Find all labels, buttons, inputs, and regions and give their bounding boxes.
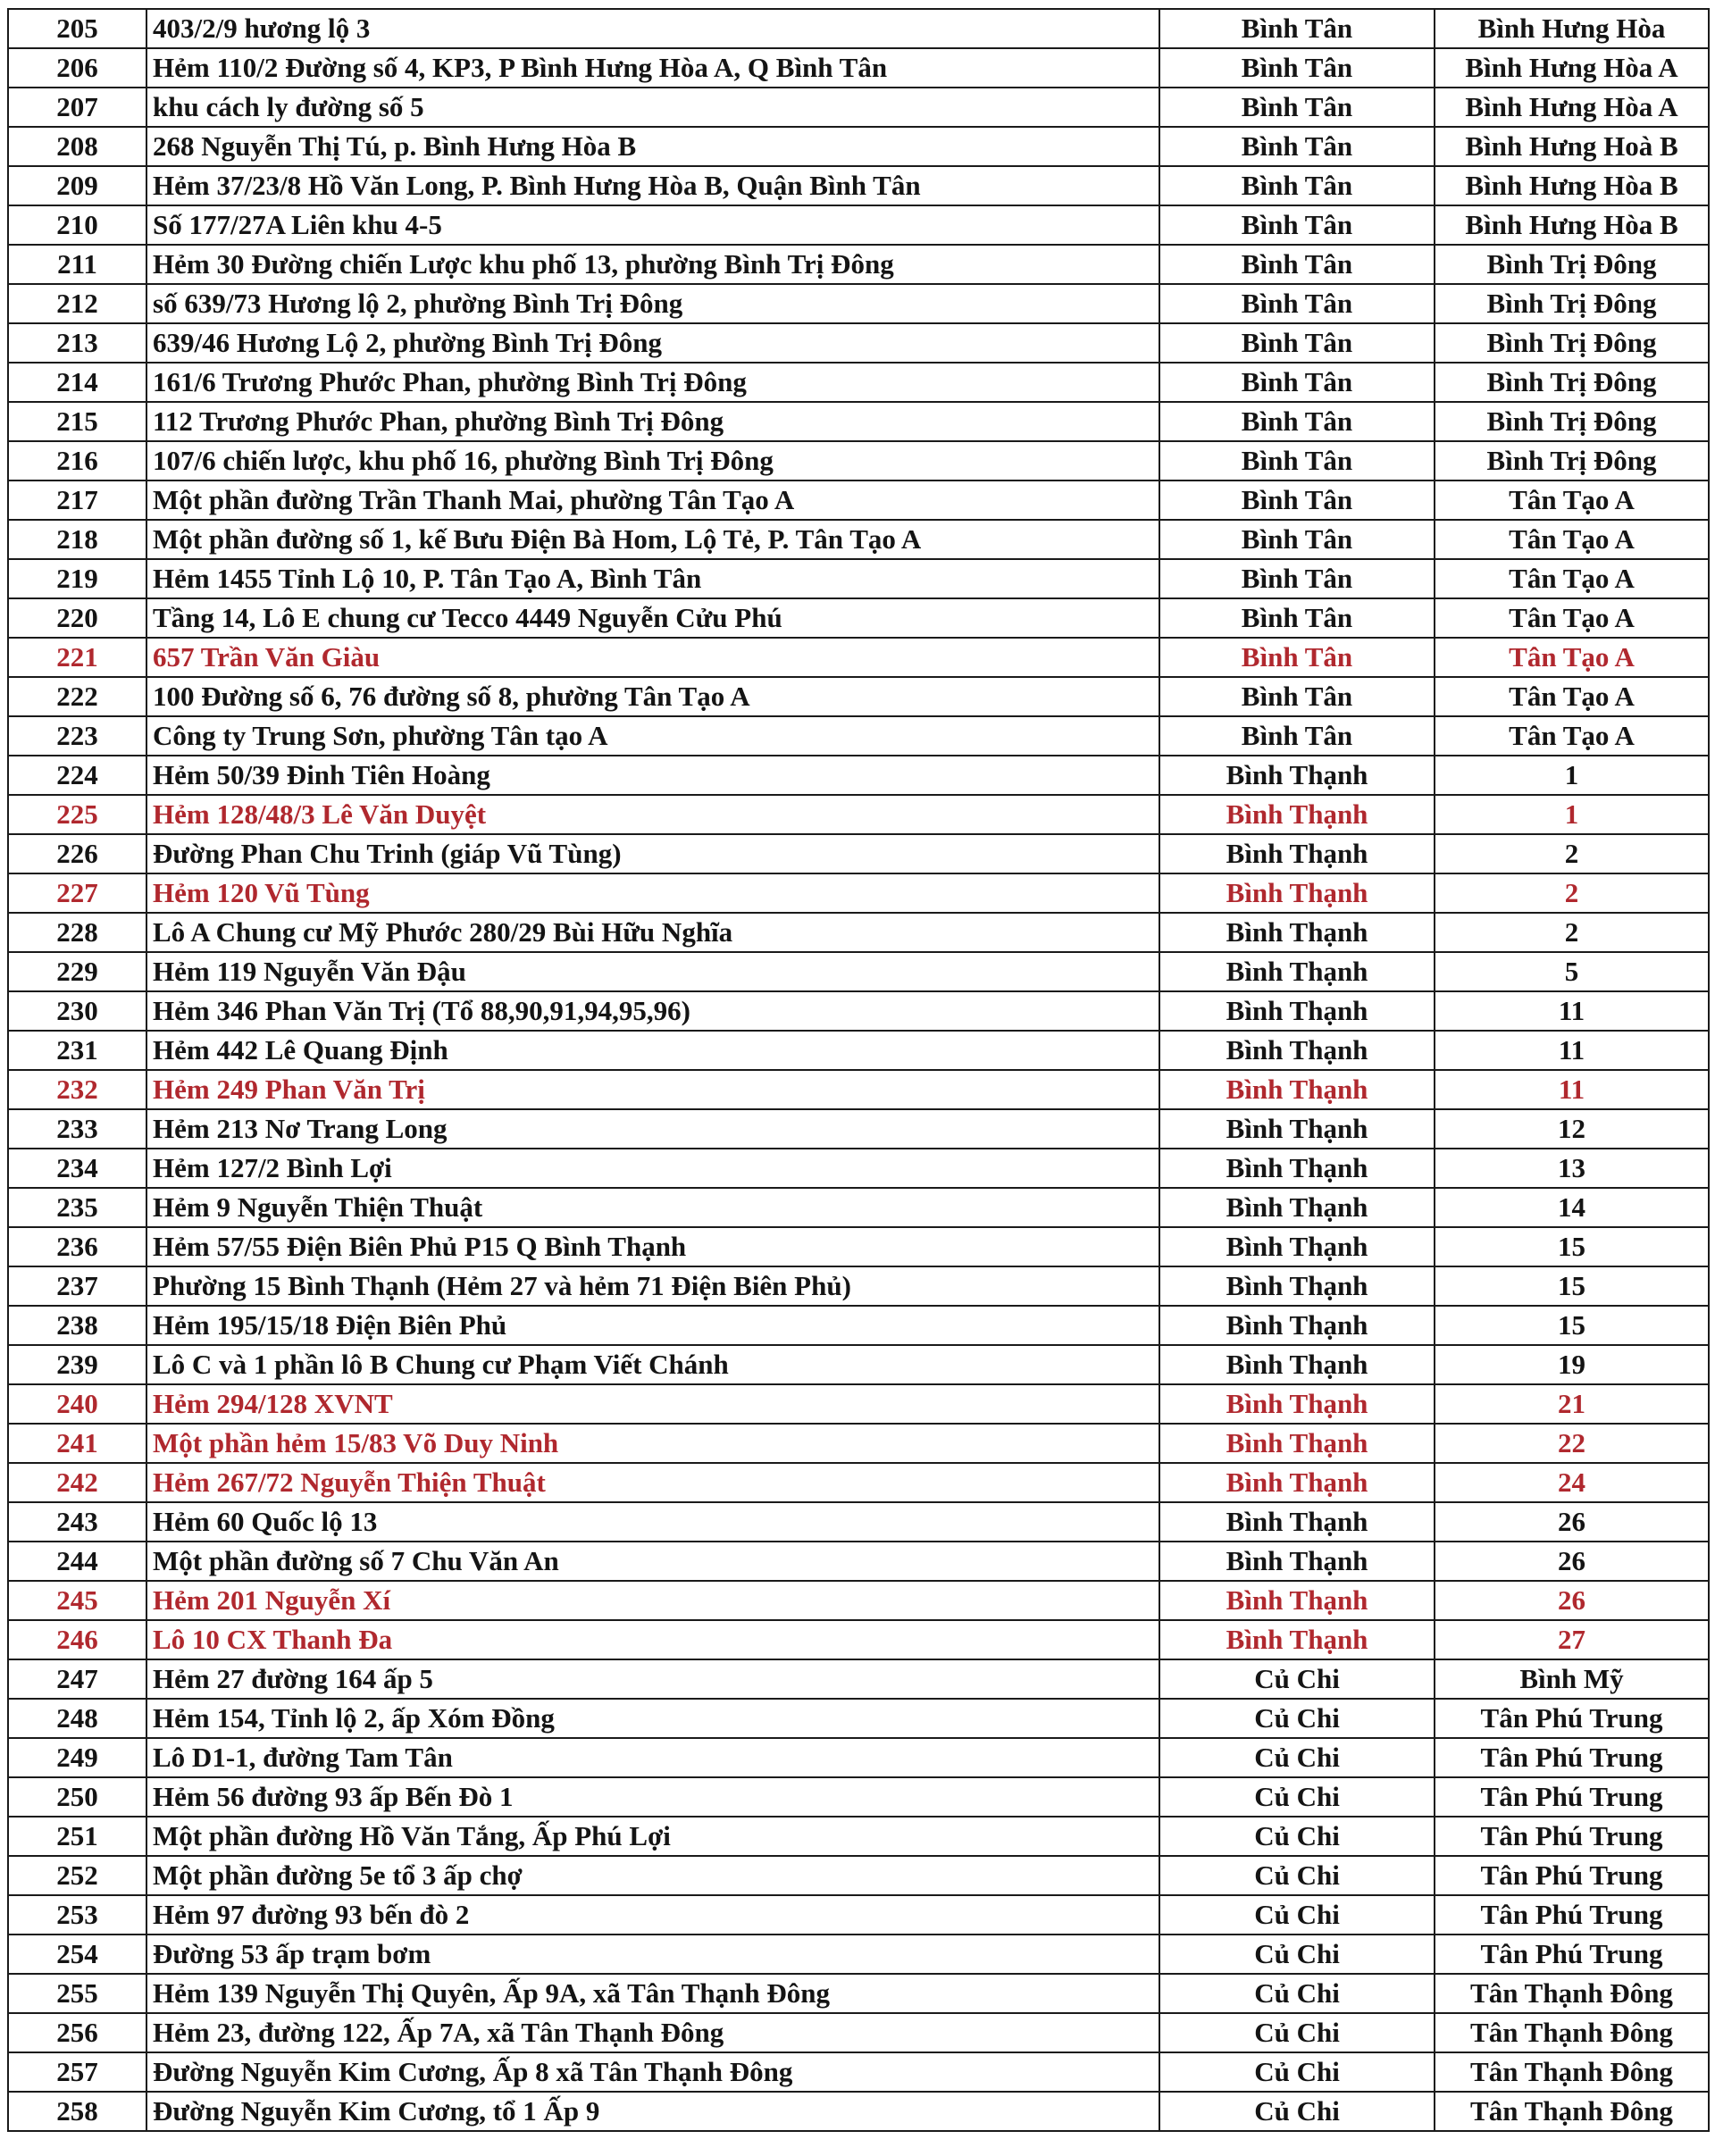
ward-cell: 1	[1435, 795, 1709, 834]
ward-cell: Bình Trị Đông	[1435, 323, 1709, 363]
row-number-cell: 239	[8, 1345, 146, 1384]
row-number-cell: 256	[8, 2013, 146, 2052]
address-cell: Hẻm 442 Lê Quang Định	[146, 1031, 1159, 1070]
table-row	[8, 1659, 1709, 1699]
address-cell: Một phần đường Trần Thanh Mai, phường Tân Tạo A	[146, 481, 1159, 520]
district-cell: Bình Thạnh	[1159, 1227, 1435, 1266]
table-row	[8, 481, 1709, 520]
address-cell: Lô 10 CX Thanh Đa	[146, 1620, 1159, 1659]
address-cell: Hẻm 110/2 Đường số 4, KP3, P Bình Hưng Hòa A, Q Bình Tân	[146, 48, 1159, 88]
district-cell: Bình Tân	[1159, 402, 1435, 441]
ward-cell: 22	[1435, 1424, 1709, 1463]
address-cell: số 639/73 Hương lộ 2, phường Bình Trị Đông	[146, 284, 1159, 323]
address-cell: 112 Trương Phước Phan, phường Bình Trị Đông	[146, 402, 1159, 441]
district-cell: Củ Chi	[1159, 1699, 1435, 1738]
address-cell: Hẻm 60 Quốc lộ 13	[146, 1502, 1159, 1542]
ward-cell: Bình Trị Đông	[1435, 441, 1709, 481]
district-cell: Bình Tân	[1159, 441, 1435, 481]
address-cell: Đường 53 ấp trạm bơm	[146, 1935, 1159, 1974]
table-row	[8, 1581, 1709, 1620]
table-row	[8, 1817, 1709, 1856]
address-cell: Hẻm 27 đường 164 ấp 5	[146, 1659, 1159, 1699]
row-number-cell: 238	[8, 1306, 146, 1345]
ward-cell: Bình Trị Đông	[1435, 402, 1709, 441]
address-cell: Hẻm 267/72 Nguyễn Thiện Thuật	[146, 1463, 1159, 1502]
table-row	[8, 677, 1709, 716]
district-cell: Bình Thạnh	[1159, 1109, 1435, 1149]
row-number-cell: 247	[8, 1659, 146, 1699]
district-cell: Củ Chi	[1159, 1817, 1435, 1856]
district-cell: Bình Tân	[1159, 323, 1435, 363]
table-row	[8, 2013, 1709, 2052]
district-cell: Bình Thạnh	[1159, 1266, 1435, 1306]
row-number-cell: 215	[8, 402, 146, 441]
address-cell: Hẻm 294/128 XVNT	[146, 1384, 1159, 1424]
row-number-cell: 242	[8, 1463, 146, 1502]
row-number-cell: 228	[8, 913, 146, 952]
table-row	[8, 1109, 1709, 1149]
ward-cell: 1	[1435, 756, 1709, 795]
address-cell: Hẻm 128/48/3 Lê Văn Duyệt	[146, 795, 1159, 834]
ward-cell: Bình Trị Đông	[1435, 284, 1709, 323]
row-number-cell: 211	[8, 245, 146, 284]
district-cell: Bình Thạnh	[1159, 991, 1435, 1031]
district-cell: Bình Tân	[1159, 284, 1435, 323]
ward-cell: 15	[1435, 1266, 1709, 1306]
row-number-cell: 219	[8, 559, 146, 598]
ward-cell: Tân Phú Trung	[1435, 1856, 1709, 1895]
address-cell: Hẻm 346 Phan Văn Trị (Tổ 88,90,91,94,95,96)	[146, 991, 1159, 1031]
table-row	[8, 638, 1709, 677]
address-cell: Đường Nguyễn Kim Cương, tổ 1 Ấp 9	[146, 2092, 1159, 2131]
table-row	[8, 913, 1709, 952]
district-cell: Bình Tân	[1159, 520, 1435, 559]
table-row	[8, 559, 1709, 598]
row-number-cell: 233	[8, 1109, 146, 1149]
address-cell: Tầng 14, Lô E chung cư Tecco 4449 Nguyễn Cửu Phú	[146, 598, 1159, 638]
district-cell: Bình Tân	[1159, 677, 1435, 716]
table-row	[8, 598, 1709, 638]
district-cell: Bình Thạnh	[1159, 1031, 1435, 1070]
table-row	[8, 795, 1709, 834]
address-cell: Lô C và 1 phần lô B Chung cư Phạm Viết Chánh	[146, 1345, 1159, 1384]
ward-cell: Tân Tạo A	[1435, 638, 1709, 677]
address-cell: Lô D1-1, đường Tam Tân	[146, 1738, 1159, 1777]
district-cell: Bình Thạnh	[1159, 1306, 1435, 1345]
row-number-cell: 240	[8, 1384, 146, 1424]
ward-cell: 14	[1435, 1188, 1709, 1227]
address-cell: Phường 15 Bình Thạnh (Hẻm 27 và hẻm 71 Điện Biên Phủ)	[146, 1266, 1159, 1306]
ward-cell: 13	[1435, 1149, 1709, 1188]
ward-cell: Tân Thạnh Đông	[1435, 2092, 1709, 2131]
row-number-cell: 209	[8, 166, 146, 205]
row-number-cell: 236	[8, 1227, 146, 1266]
district-cell: Bình Tân	[1159, 88, 1435, 127]
table-row	[8, 48, 1709, 88]
address-cell: Hẻm 97 đường 93 bến đò 2	[146, 1895, 1159, 1935]
table-row	[8, 1699, 1709, 1738]
row-number-cell: 231	[8, 1031, 146, 1070]
ward-cell: 15	[1435, 1306, 1709, 1345]
address-cell: Một phần hẻm 15/83 Võ Duy Ninh	[146, 1424, 1159, 1463]
ward-cell: Bình Trị Đông	[1435, 363, 1709, 402]
table-row	[8, 716, 1709, 756]
row-number-cell: 245	[8, 1581, 146, 1620]
row-number-cell: 208	[8, 127, 146, 166]
table-row	[8, 1777, 1709, 1817]
district-cell: Bình Thạnh	[1159, 1345, 1435, 1384]
table-row	[8, 166, 1709, 205]
district-cell: Bình Thạnh	[1159, 834, 1435, 873]
row-number-cell: 207	[8, 88, 146, 127]
row-number-cell: 235	[8, 1188, 146, 1227]
ward-cell: 19	[1435, 1345, 1709, 1384]
ward-cell: 12	[1435, 1109, 1709, 1149]
district-cell: Bình Thạnh	[1159, 1463, 1435, 1502]
row-number-cell: 227	[8, 873, 146, 913]
row-number-cell: 244	[8, 1542, 146, 1581]
district-cell: Củ Chi	[1159, 1935, 1435, 1974]
table-row	[8, 2052, 1709, 2092]
ward-cell: 2	[1435, 834, 1709, 873]
ward-cell: 27	[1435, 1620, 1709, 1659]
row-number-cell: 225	[8, 795, 146, 834]
district-cell: Củ Chi	[1159, 1738, 1435, 1777]
district-cell: Bình Thạnh	[1159, 756, 1435, 795]
address-cell: Đường Nguyễn Kim Cương, Ấp 8 xã Tân Thạnh Đông	[146, 2052, 1159, 2092]
address-cell: Hẻm 50/39 Đinh Tiên Hoàng	[146, 756, 1159, 795]
address-cell: Một phần đường 5e tổ 3 ấp chợ	[146, 1856, 1159, 1895]
ward-cell: 11	[1435, 1070, 1709, 1109]
district-cell: Bình Tân	[1159, 481, 1435, 520]
ward-cell: 24	[1435, 1463, 1709, 1502]
district-cell: Bình Tân	[1159, 166, 1435, 205]
table-row	[8, 245, 1709, 284]
row-number-cell: 234	[8, 1149, 146, 1188]
ward-cell: Tân Phú Trung	[1435, 1777, 1709, 1817]
ward-cell: 21	[1435, 1384, 1709, 1424]
ward-cell: 2	[1435, 873, 1709, 913]
table-row	[8, 1895, 1709, 1935]
district-cell: Bình Thạnh	[1159, 795, 1435, 834]
ward-cell: 5	[1435, 952, 1709, 991]
row-number-cell: 254	[8, 1935, 146, 1974]
row-number-cell: 221	[8, 638, 146, 677]
row-number-cell: 230	[8, 991, 146, 1031]
address-cell: khu cách ly đường số 5	[146, 88, 1159, 127]
ward-cell: 26	[1435, 1581, 1709, 1620]
address-cell: 657 Trần Văn Giàu	[146, 638, 1159, 677]
district-cell: Bình Tân	[1159, 127, 1435, 166]
row-number-cell: 218	[8, 520, 146, 559]
ward-cell: Bình Trị Đông	[1435, 245, 1709, 284]
row-number-cell: 232	[8, 1070, 146, 1109]
table-row	[8, 1620, 1709, 1659]
district-cell: Bình Tân	[1159, 716, 1435, 756]
address-cell: Hẻm 9 Nguyễn Thiện Thuật	[146, 1188, 1159, 1227]
table-row	[8, 1738, 1709, 1777]
table-row	[8, 441, 1709, 481]
row-number-cell: 257	[8, 2052, 146, 2092]
address-cell: Lô A Chung cư Mỹ Phước 280/29 Bùi Hữu Nghĩa	[146, 913, 1159, 952]
address-cell: Hẻm 30 Đường chiến Lược khu phố 13, phường Bình Trị Đông	[146, 245, 1159, 284]
ward-cell: Bình Hưng Hòa B	[1435, 166, 1709, 205]
table-row	[8, 1502, 1709, 1542]
district-cell: Củ Chi	[1159, 2013, 1435, 2052]
district-cell: Củ Chi	[1159, 1856, 1435, 1895]
ward-cell: 11	[1435, 1031, 1709, 1070]
address-cell: Hẻm 119 Nguyễn Văn Đậu	[146, 952, 1159, 991]
address-cell: Hẻm 201 Nguyễn Xí	[146, 1581, 1159, 1620]
table-row	[8, 9, 1709, 48]
address-cell: Công ty Trung Sơn, phường Tân tạo A	[146, 716, 1159, 756]
table-row	[8, 205, 1709, 245]
row-number-cell: 249	[8, 1738, 146, 1777]
district-cell: Bình Thạnh	[1159, 1070, 1435, 1109]
ward-cell: 26	[1435, 1542, 1709, 1581]
address-cell: Hẻm 127/2 Bình Lợi	[146, 1149, 1159, 1188]
district-cell: Bình Tân	[1159, 48, 1435, 88]
ward-cell: Bình Hưng Hòa B	[1435, 205, 1709, 245]
district-cell: Củ Chi	[1159, 1659, 1435, 1699]
lockdown-area-table	[7, 8, 1710, 2132]
table-row	[8, 1463, 1709, 1502]
row-number-cell: 226	[8, 834, 146, 873]
address-cell: 107/6 chiến lược, khu phố 16, phường Bình Trị Đông	[146, 441, 1159, 481]
address-cell: Hẻm 213 Nơ Trang Long	[146, 1109, 1159, 1149]
district-cell: Bình Tân	[1159, 638, 1435, 677]
row-number-cell: 252	[8, 1856, 146, 1895]
address-cell: Một phần đường Hồ Văn Tắng, Ấp Phú Lợi	[146, 1817, 1159, 1856]
district-cell: Bình Tân	[1159, 9, 1435, 48]
district-cell: Bình Thạnh	[1159, 1581, 1435, 1620]
district-cell: Bình Thạnh	[1159, 1149, 1435, 1188]
table-body	[8, 9, 1709, 2131]
ward-cell: Tân Phú Trung	[1435, 1935, 1709, 1974]
address-cell: Hẻm 57/55 Điện Biên Phủ P15 Q Bình Thạnh	[146, 1227, 1159, 1266]
row-number-cell: 237	[8, 1266, 146, 1306]
district-cell: Bình Thạnh	[1159, 952, 1435, 991]
row-number-cell: 223	[8, 716, 146, 756]
row-number-cell: 206	[8, 48, 146, 88]
row-number-cell: 220	[8, 598, 146, 638]
ward-cell: Bình Mỹ	[1435, 1659, 1709, 1699]
row-number-cell: 213	[8, 323, 146, 363]
address-cell: Hẻm 249 Phan Văn Trị	[146, 1070, 1159, 1109]
address-cell: 639/46 Hương Lộ 2, phường Bình Trị Đông	[146, 323, 1159, 363]
table-row	[8, 1935, 1709, 1974]
address-cell: Đường Phan Chu Trinh (giáp Vũ Tùng)	[146, 834, 1159, 873]
district-cell: Bình Thạnh	[1159, 1188, 1435, 1227]
address-cell: Một phần đường số 7 Chu Văn An	[146, 1542, 1159, 1581]
district-cell: Bình Thạnh	[1159, 1542, 1435, 1581]
table-row	[8, 873, 1709, 913]
row-number-cell: 243	[8, 1502, 146, 1542]
district-cell: Củ Chi	[1159, 1974, 1435, 2013]
table-row	[8, 834, 1709, 873]
address-cell: Hẻm 56 đường 93 ấp Bến Đò 1	[146, 1777, 1159, 1817]
table-row	[8, 127, 1709, 166]
table-row	[8, 1227, 1709, 1266]
table-row	[8, 402, 1709, 441]
row-number-cell: 255	[8, 1974, 146, 2013]
district-cell: Bình Tân	[1159, 598, 1435, 638]
ward-cell: Tân Tạo A	[1435, 520, 1709, 559]
row-number-cell: 217	[8, 481, 146, 520]
district-cell: Bình Thạnh	[1159, 873, 1435, 913]
ward-cell: 2	[1435, 913, 1709, 952]
table-row	[8, 1856, 1709, 1895]
address-cell: 403/2/9 hương lộ 3	[146, 9, 1159, 48]
ward-cell: 11	[1435, 991, 1709, 1031]
district-cell: Củ Chi	[1159, 2092, 1435, 2131]
ward-cell: Tân Tạo A	[1435, 598, 1709, 638]
table-row	[8, 1306, 1709, 1345]
table-row	[8, 1266, 1709, 1306]
ward-cell: Bình Hưng Hoà B	[1435, 127, 1709, 166]
table-row	[8, 88, 1709, 127]
ward-cell: Tân Tạo A	[1435, 481, 1709, 520]
row-number-cell: 205	[8, 9, 146, 48]
ward-cell: Tân Thạnh Đông	[1435, 2013, 1709, 2052]
address-cell: Một phần đường số 1, kế Bưu Điện Bà Hom, Lộ Tẻ, P. Tân Tạo A	[146, 520, 1159, 559]
table-row	[8, 1384, 1709, 1424]
address-cell: Hẻm 120 Vũ Tùng	[146, 873, 1159, 913]
row-number-cell: 246	[8, 1620, 146, 1659]
row-number-cell: 212	[8, 284, 146, 323]
table-row	[8, 1424, 1709, 1463]
row-number-cell: 258	[8, 2092, 146, 2131]
row-number-cell: 253	[8, 1895, 146, 1935]
address-cell: Số 177/27A Liên khu 4-5	[146, 205, 1159, 245]
table-row	[8, 323, 1709, 363]
ward-cell: Tân Thạnh Đông	[1435, 2052, 1709, 2092]
address-cell: Hẻm 37/23/8 Hồ Văn Long, P. Bình Hưng Hòa B, Quận Bình Tân	[146, 166, 1159, 205]
table-row	[8, 363, 1709, 402]
table-row	[8, 1149, 1709, 1188]
row-number-cell: 224	[8, 756, 146, 795]
ward-cell: Tân Tạo A	[1435, 559, 1709, 598]
ward-cell: Tân Phú Trung	[1435, 1699, 1709, 1738]
row-number-cell: 251	[8, 1817, 146, 1856]
table-row	[8, 1188, 1709, 1227]
address-cell: Hẻm 1455 Tỉnh Lộ 10, P. Tân Tạo A, Bình Tân	[146, 559, 1159, 598]
table-row	[8, 756, 1709, 795]
row-number-cell: 250	[8, 1777, 146, 1817]
ward-cell: Tân Phú Trung	[1435, 1817, 1709, 1856]
table-row	[8, 1974, 1709, 2013]
address-cell: Hẻm 195/15/18 Điện Biên Phủ	[146, 1306, 1159, 1345]
ward-cell: Tân Thạnh Đông	[1435, 1974, 1709, 2013]
address-cell: 268 Nguyễn Thị Tú, p. Bình Hưng Hòa B	[146, 127, 1159, 166]
district-cell: Củ Chi	[1159, 1895, 1435, 1935]
ward-cell: Tân Phú Trung	[1435, 1738, 1709, 1777]
district-cell: Bình Thạnh	[1159, 913, 1435, 952]
address-cell: 100 Đường số 6, 76 đường số 8, phường Tân Tạo A	[146, 677, 1159, 716]
table-row	[8, 1070, 1709, 1109]
table-row	[8, 991, 1709, 1031]
table-row	[8, 952, 1709, 991]
ward-cell: 15	[1435, 1227, 1709, 1266]
address-cell: Hẻm 154, Tỉnh lộ 2, ấp Xóm Đồng	[146, 1699, 1159, 1738]
district-cell: Bình Tân	[1159, 363, 1435, 402]
address-cell: 161/6 Trương Phước Phan, phường Bình Trị Đông	[146, 363, 1159, 402]
ward-cell: 26	[1435, 1502, 1709, 1542]
table-row	[8, 1542, 1709, 1581]
ward-cell: Bình Hưng Hòa A	[1435, 88, 1709, 127]
ward-cell: Tân Phú Trung	[1435, 1895, 1709, 1935]
row-number-cell: 216	[8, 441, 146, 481]
row-number-cell: 229	[8, 952, 146, 991]
table-row	[8, 2092, 1709, 2131]
district-cell: Bình Thạnh	[1159, 1502, 1435, 1542]
row-number-cell: 214	[8, 363, 146, 402]
row-number-cell: 241	[8, 1424, 146, 1463]
district-cell: Bình Tân	[1159, 245, 1435, 284]
district-cell: Bình Tân	[1159, 205, 1435, 245]
ward-cell: Tân Tạo A	[1435, 716, 1709, 756]
district-cell: Bình Thạnh	[1159, 1620, 1435, 1659]
table-row	[8, 284, 1709, 323]
address-cell: Hẻm 139 Nguyễn Thị Quyên, Ấp 9A, xã Tân Thạnh Đông	[146, 1974, 1159, 2013]
district-cell: Bình Tân	[1159, 559, 1435, 598]
table-row	[8, 1031, 1709, 1070]
ward-cell: Bình Hưng Hòa A	[1435, 48, 1709, 88]
table-row	[8, 520, 1709, 559]
ward-cell: Tân Tạo A	[1435, 677, 1709, 716]
table-row	[8, 1345, 1709, 1384]
row-number-cell: 248	[8, 1699, 146, 1738]
district-cell: Bình Thạnh	[1159, 1424, 1435, 1463]
district-cell: Bình Thạnh	[1159, 1384, 1435, 1424]
district-cell: Củ Chi	[1159, 2052, 1435, 2092]
ward-cell: Bình Hưng Hòa	[1435, 9, 1709, 48]
address-cell: Hẻm 23, đường 122, Ấp 7A, xã Tân Thạnh Đông	[146, 2013, 1159, 2052]
row-number-cell: 222	[8, 677, 146, 716]
row-number-cell: 210	[8, 205, 146, 245]
district-cell: Củ Chi	[1159, 1777, 1435, 1817]
